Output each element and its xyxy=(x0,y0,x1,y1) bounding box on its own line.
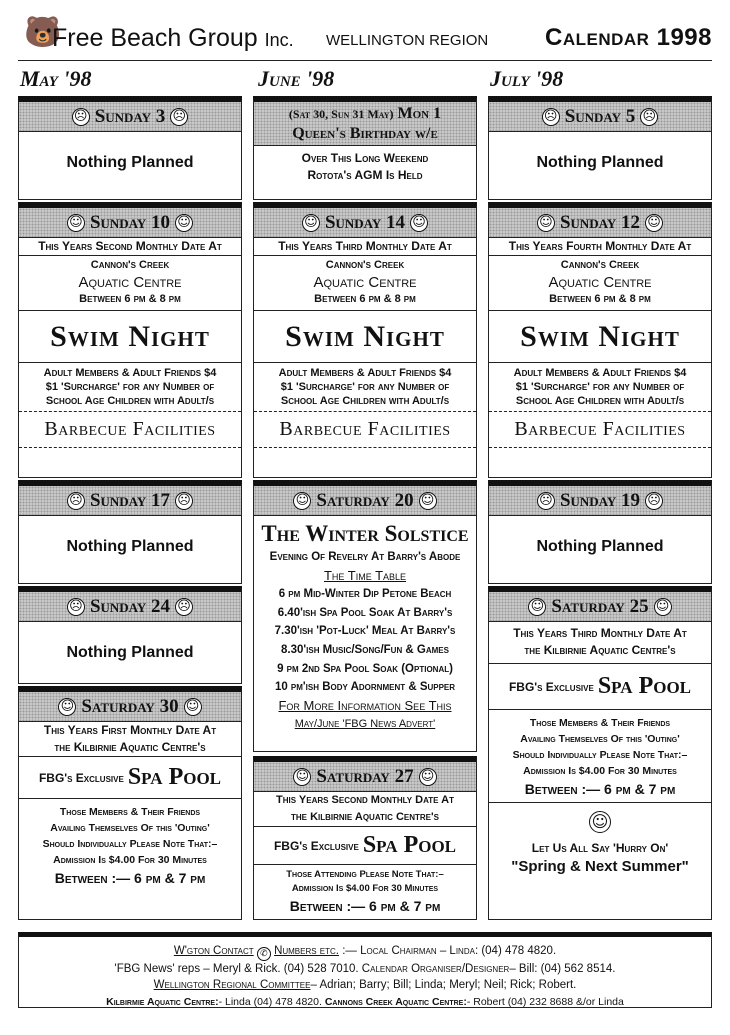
venue: Cannon's Creek Aquatic Centre Between 6 pm & 8 pm xyxy=(489,256,711,311)
month-title-june: June '98 xyxy=(258,66,335,91)
event-may-saturday-30 xyxy=(18,686,242,920)
event-title: The Winter Solstice xyxy=(261,521,469,546)
page-header xyxy=(18,12,712,60)
timetable-row: 8.30'ish Music/Song/Fun & Games xyxy=(281,643,449,656)
event-june-saturday-27 xyxy=(253,756,477,920)
column-june xyxy=(253,96,477,920)
barbecue-note: Barbecue Facilities xyxy=(254,412,476,448)
fees: Adult Members & Adult Friends $4 $1 'Surcharge' for any Number of School Age Children with Adult/s xyxy=(19,363,241,412)
sad-face-icon: ☹ xyxy=(542,108,560,126)
event-june-monday-1 xyxy=(253,96,477,200)
event-text: Rotota's AGM Is Held xyxy=(307,168,423,182)
venue: Cannon's Creek Aquatic Centre Between 6 pm & 8 pm xyxy=(19,256,241,311)
event-intro: This Years First Monthly Date At xyxy=(43,723,217,737)
happy-face-icon: ☺ xyxy=(302,214,320,232)
day-header: ☺ Saturday 30 ☺ xyxy=(19,692,241,722)
event-may-sunday-24 xyxy=(18,586,242,684)
barbecue-note: Barbecue Facilities xyxy=(19,412,241,448)
timetable-row: 10 pm'ish Body Adornment & Supper xyxy=(274,681,456,694)
event-title: Swim Night xyxy=(19,311,241,363)
phone-icon: ✆ xyxy=(257,947,271,961)
day-header: ☺ Sunday 14 ☺ xyxy=(254,208,476,238)
footer-line-contact: W'gton Contact ✆ Numbers etc. :— Local Chairman – Linda: (04) 478 4820. xyxy=(19,943,711,961)
time-range: Between :— 6 pm & 7 pm xyxy=(489,779,711,803)
event-text: Nothing Planned xyxy=(66,644,194,661)
day-header: ☺ Sunday 12 ☺ xyxy=(489,208,711,238)
sad-face-icon: ☹ xyxy=(72,108,90,126)
footer-line-centres: Kilbirmie Aquatic Centre:- Linda (04) 478 4820. Cannons Creek Aquatic Centre:- Robert (04) 232 8688 &/or Linda xyxy=(106,995,624,1008)
event-may-sunday-17 xyxy=(18,480,242,584)
happy-face-icon: ☺ xyxy=(58,698,76,716)
event-title: Swim Night xyxy=(489,311,711,363)
contact-footer xyxy=(18,932,712,1008)
happy-face-icon: ☺ xyxy=(589,811,611,833)
event-text: Nothing Planned xyxy=(66,538,194,555)
event-intro: This Years Second Monthly Date At xyxy=(19,238,241,256)
day-header: ☺ Saturday 25 ☺ xyxy=(489,592,711,622)
timetable-row: 6.40'ish Spa Pool Soak At Barry's xyxy=(277,606,453,619)
day-header: (Sat 30, Sun 31 May) Mon 1 Queen's Birthday w/e xyxy=(254,102,476,146)
sad-face-icon: ☹ xyxy=(175,492,193,510)
happy-face-icon: ☺ xyxy=(67,214,85,232)
event-may-sunday-3 xyxy=(18,96,242,200)
day-header: ☹ Sunday 3 ☹ xyxy=(19,102,241,132)
day-header: ☺ Sunday 10 ☺ xyxy=(19,208,241,238)
fees: Adult Members & Adult Friends $4 $1 'Surcharge' for any Number of School Age Children with Adult/s xyxy=(489,363,711,412)
venue: the Kilbirnie Aquatic Centre's xyxy=(254,809,476,827)
event-text: Over This Long Weekend xyxy=(301,151,429,165)
attendance-note: Those Members & Their Friends Availing Themselves Of this 'Outing' Should Individually Please Note That:– Admission Is $4.00 For 30 Minutes xyxy=(42,806,218,866)
column-may xyxy=(18,96,242,920)
happy-face-icon: ☺ xyxy=(654,598,672,616)
spa-pool-title: FBG's Exclusive Spa Pool xyxy=(489,664,711,710)
event-subtitle: Evening Of Revelry At Barry's Abode xyxy=(269,551,461,563)
venue: the Kilbirnie Aquatic Centre's xyxy=(489,642,711,664)
footer-line-news: 'FBG News' reps – Meryl & Rick. (04) 528 7010. Calendar Organiser/Designer– Bill: (04) 562 8514. xyxy=(114,963,616,976)
column-july xyxy=(488,96,712,920)
sad-face-icon: ☹ xyxy=(67,492,85,510)
event-may-sunday-10 xyxy=(18,202,242,478)
day-header: ☹ Sunday 19 ☹ xyxy=(489,486,711,516)
event-title: Swim Night xyxy=(254,311,476,363)
timetable-row: 7.30'ish 'Pot-Luck' Meal At Barry's xyxy=(274,625,456,638)
calendar-title: Calendar 1998 xyxy=(545,24,712,51)
day-header: ☺ Saturday 20 ☺ xyxy=(254,486,476,516)
event-july-sunday-12 xyxy=(488,202,712,478)
happy-face-icon: ☺ xyxy=(528,598,546,616)
event-june-sunday-14 xyxy=(253,202,477,478)
sad-face-icon: ☹ xyxy=(640,108,658,126)
event-intro: This Years Second Monthly Date At xyxy=(275,794,455,806)
day-header: ☹ Sunday 17 ☹ xyxy=(19,486,241,516)
sad-face-icon: ☹ xyxy=(170,108,188,126)
event-july-saturday-25 xyxy=(488,586,712,920)
timetable-heading: The Time Table xyxy=(323,567,407,583)
footer-line-committee: Wellington Regional Committee– Adrian; Barry; Bill; Linda; Meryl; Neil; Rick; Robert. xyxy=(153,979,577,992)
barbecue-note: Barbecue Facilities xyxy=(489,412,711,448)
event-july-sunday-19 xyxy=(488,480,712,584)
happy-face-icon: ☺ xyxy=(537,214,555,232)
closing-message: Let Us All Say 'Hurry On' xyxy=(531,841,669,855)
time-range: Between :— 6 pm & 7 pm xyxy=(289,898,441,914)
month-title-may: May '98 xyxy=(20,66,92,91)
timetable-row: 9 pm 2nd Spa Pool Soak (Optional) xyxy=(277,662,453,675)
sad-face-icon: ☹ xyxy=(537,492,555,510)
fees: Adult Members & Adult Friends $4 $1 'Surcharge' for any Number of School Age Children with Adult/s xyxy=(254,363,476,412)
bear-logo-icon: 🐻 xyxy=(24,15,62,50)
header-rule xyxy=(18,60,712,61)
day-header: ☹ Sunday 24 ☹ xyxy=(19,592,241,622)
more-info: May/June 'FBG News Advert' xyxy=(294,718,436,731)
sad-face-icon: ☹ xyxy=(67,598,85,616)
event-text: Nothing Planned xyxy=(66,154,194,171)
day-header: ☺ Saturday 27 ☺ xyxy=(254,762,476,792)
happy-face-icon: ☺ xyxy=(419,492,437,510)
event-text: Nothing Planned xyxy=(536,538,664,555)
happy-face-icon: ☺ xyxy=(175,214,193,232)
spa-pool-title: FBG's Exclusive Spa Pool xyxy=(254,827,476,865)
org-name: Free Beach Group Inc. xyxy=(52,24,294,52)
happy-face-icon: ☺ xyxy=(419,768,437,786)
attendance-note: Those Attending Please Note That:– Admission Is $4.00 For 30 Minutes xyxy=(286,869,444,894)
month-title-july: July '98 xyxy=(490,66,564,91)
event-june-saturday-20 xyxy=(253,480,477,752)
happy-face-icon: ☺ xyxy=(645,214,663,232)
venue: the Kilbirnie Aquatic Centre's xyxy=(19,739,241,757)
venue: Cannon's Creek Aquatic Centre Between 6 pm & 8 pm xyxy=(254,256,476,311)
happy-face-icon: ☺ xyxy=(293,768,311,786)
closing-slogan: "Spring & Next Summer" xyxy=(511,858,689,875)
attendance-note: Those Members & Their Friends Availing Themselves Of this 'Outing' Should Individually Please Note That:– Admission Is $4.00 For 30 Minutes xyxy=(512,717,688,777)
event-intro: This Years Third Monthly Date At xyxy=(513,626,687,640)
timetable-row: 6 pm Mid-Winter Dip Petone Beach xyxy=(278,588,452,601)
spa-pool-title: FBG's Exclusive Spa Pool xyxy=(19,757,241,799)
day-header: ☹ Sunday 5 ☹ xyxy=(489,102,711,132)
event-text: Nothing Planned xyxy=(536,154,664,171)
time-range: Between :— 6 pm & 7 pm xyxy=(54,870,206,886)
happy-face-icon: ☺ xyxy=(293,492,311,510)
happy-face-icon: ☺ xyxy=(410,214,428,232)
sad-face-icon: ☹ xyxy=(175,598,193,616)
event-intro: This Years Third Monthly Date At xyxy=(254,238,476,256)
event-intro: This Years Fourth Monthly Date At xyxy=(489,238,711,256)
happy-face-icon: ☺ xyxy=(184,698,202,716)
more-info: For More Information See This xyxy=(278,697,452,713)
event-july-sunday-5 xyxy=(488,96,712,200)
region-name: WELLINGTON REGION xyxy=(326,32,489,49)
sad-face-icon: ☹ xyxy=(645,492,663,510)
